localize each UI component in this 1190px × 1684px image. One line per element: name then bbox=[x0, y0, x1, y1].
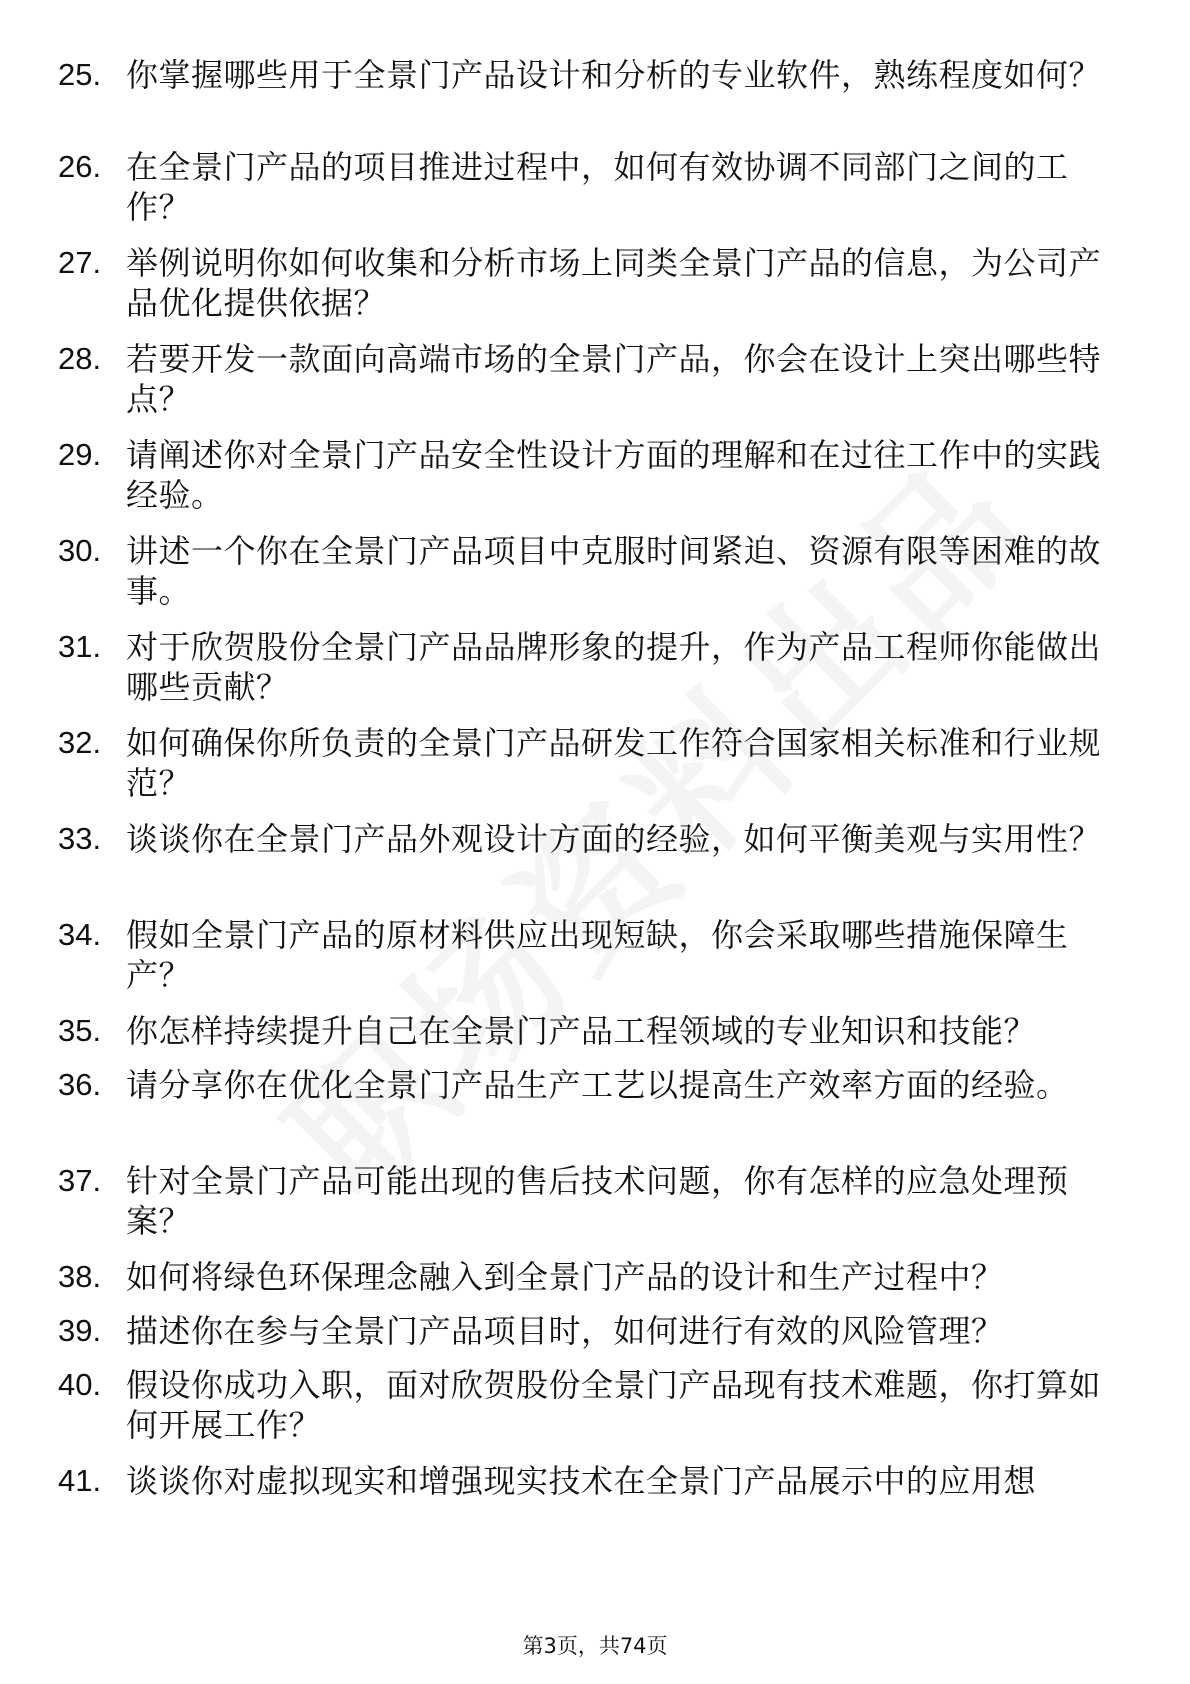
question-number: 25. bbox=[58, 57, 102, 92]
question-number: 38. bbox=[58, 1259, 102, 1294]
question-number: 27. bbox=[58, 245, 102, 280]
question-text: 假如全景门产品的原材料供应出现短缺，你会采取哪些措施保障生产？ bbox=[126, 916, 1069, 994]
question-number: 30. bbox=[58, 533, 102, 568]
question-number: 28. bbox=[58, 341, 102, 376]
question-number: 34. bbox=[58, 917, 102, 952]
question-text: 你怎样持续提升自己在全景门产品工程领域的专业知识和技能？ bbox=[126, 1012, 1037, 1050]
question-text: 如何确保你所负责的全景门产品研发工作符合国家相关标准和行业规范？ bbox=[126, 724, 1102, 802]
question-text: 若要开发一款面向高端市场的全景门产品，你会在设计上突出哪些特点？ bbox=[126, 340, 1102, 418]
question-number: 41. bbox=[58, 1463, 102, 1498]
question-text: 谈谈你在全景门产品外观设计方面的经验，如何平衡美观与实用性？ bbox=[126, 820, 1102, 858]
question-text: 假设你成功入职，面对欣贺股份全景门产品现有技术难题，你打算如何开展工作？ bbox=[126, 1366, 1102, 1444]
question-number: 36. bbox=[58, 1067, 102, 1102]
question-number: 35. bbox=[58, 1013, 102, 1048]
question-number: 29. bbox=[58, 437, 102, 472]
question-text: 如何将绿色环保理念融入到全景门产品的设计和生产过程中？ bbox=[126, 1258, 1004, 1296]
page-footer: 第3页，共74页 bbox=[522, 1634, 668, 1658]
question-number: 31. bbox=[58, 629, 102, 664]
question-text: 在全景门产品的项目推进过程中，如何有效协调不同部门之间的工作？ bbox=[126, 148, 1069, 226]
question-number: 33. bbox=[58, 821, 102, 856]
question-text: 讲述一个你在全景门产品项目中克服时间紧迫、资源有限等困难的故事。 bbox=[126, 532, 1102, 610]
question-text: 对于欣贺股份全景门产品品牌形象的提升，作为产品工程师你能做出哪些贡献？ bbox=[126, 628, 1102, 706]
question-number: 39. bbox=[58, 1313, 102, 1348]
question-text: 针对全景门产品可能出现的售后技术问题，你有怎样的应急处理预案？ bbox=[126, 1162, 1069, 1240]
question-text: 请分享你在优化全景门产品生产工艺以提高生产效率方面的经验。 bbox=[126, 1066, 1069, 1104]
question-text: 谈谈你对虚拟现实和增强现实技术在全景门产品展示中的应用想 bbox=[126, 1462, 1037, 1500]
question-text: 请阐述你对全景门产品安全性设计方面的理解和在过往工作中的实践经验。 bbox=[126, 436, 1102, 514]
question-text: 举例说明你如何收集和分析市场上同类全景门产品的信息，为公司产品优化提供依据？ bbox=[126, 244, 1102, 322]
question-text: 你掌握哪些用于全景门产品设计和分析的专业软件，熟练程度如何？ bbox=[126, 56, 1102, 94]
question-item bbox=[0, 1461, 1190, 1501]
question-number: 37. bbox=[58, 1163, 102, 1198]
question-number: 40. bbox=[58, 1367, 102, 1402]
watermark bbox=[234, 502, 967, 1235]
question-text: 描述你在参与全景门产品项目时，如何进行有效的风险管理？ bbox=[126, 1312, 1004, 1350]
question-number: 32. bbox=[58, 725, 102, 760]
question-number: 26. bbox=[58, 149, 102, 184]
